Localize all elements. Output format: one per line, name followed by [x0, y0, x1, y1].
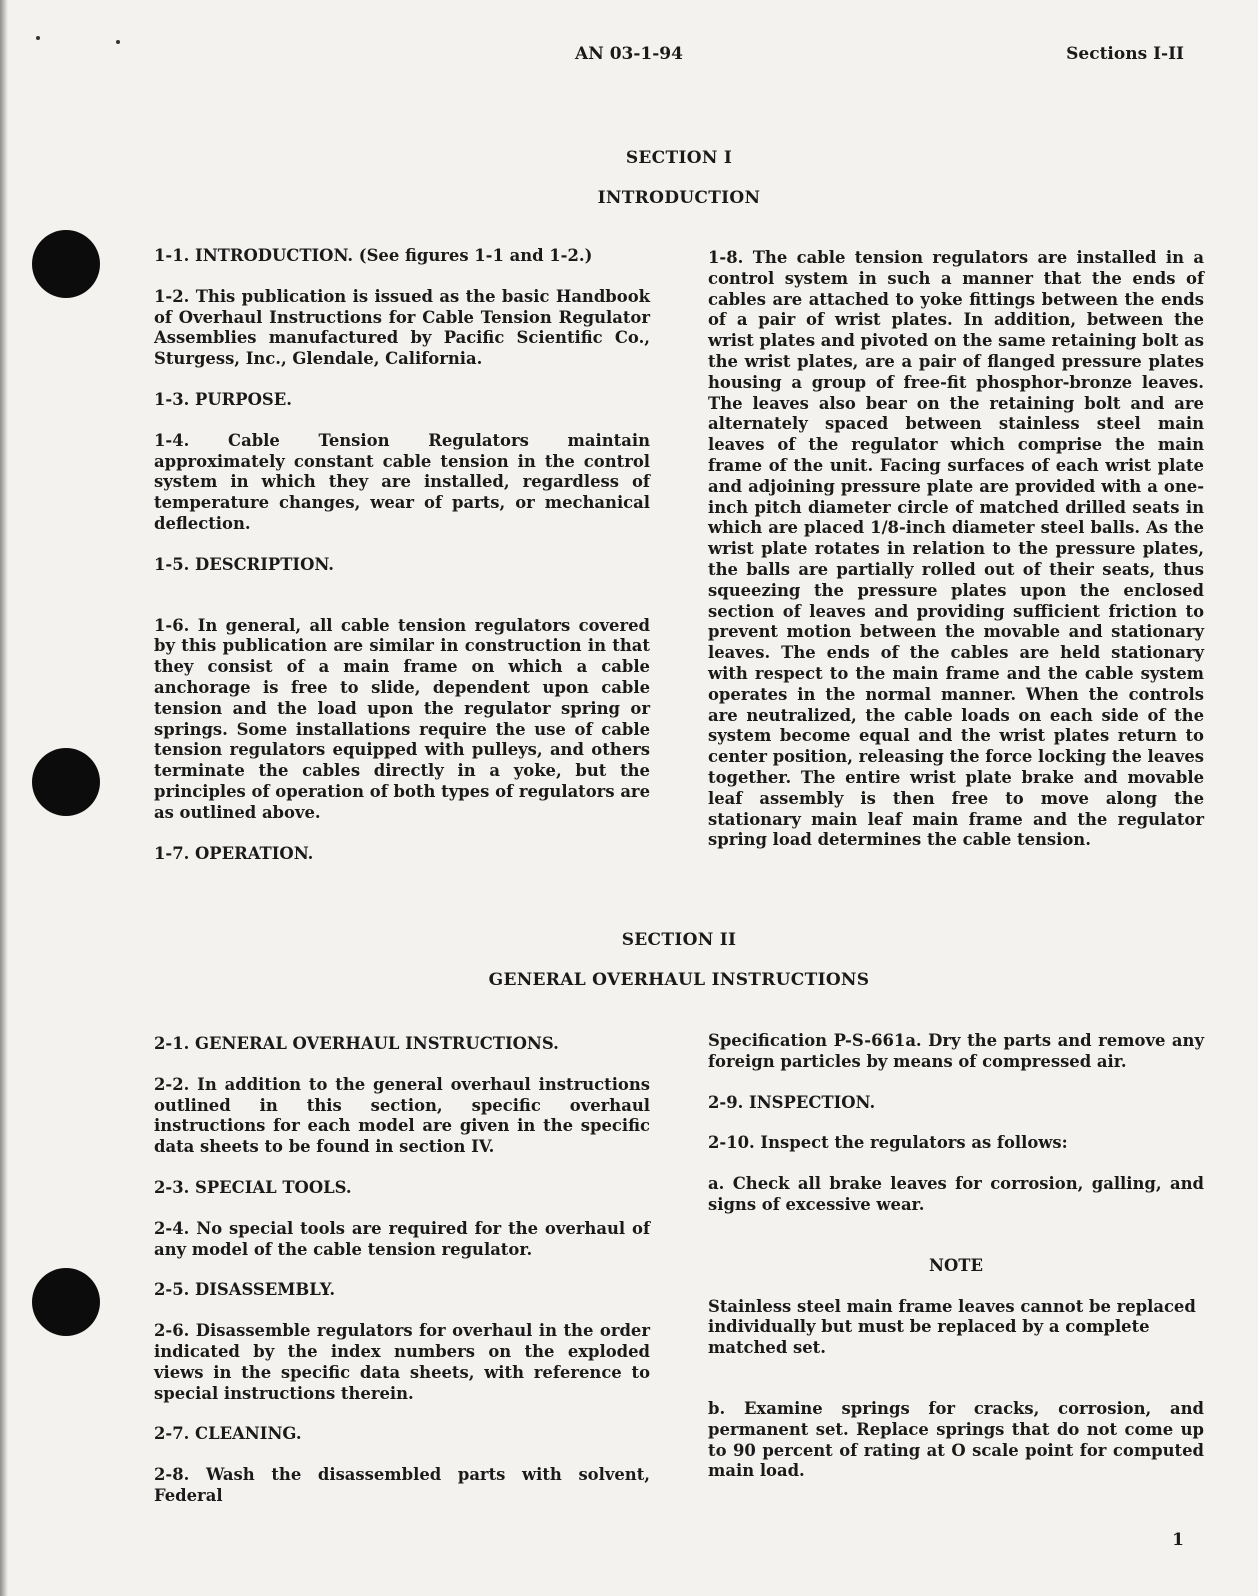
section2-right-column [708, 1031, 1204, 1482]
heading-inspection: 2-9. INSPECTION. [708, 1092, 876, 1112]
paragraph-2-4: 2-4. No special tools are required for the overhaul of any model of the cable tension regulator. [154, 1218, 650, 1259]
heading-operation: 1-7. OPERATION. [154, 843, 314, 863]
binder-hole [32, 748, 100, 816]
heading-purpose: 1-3. PURPOSE. [154, 389, 292, 409]
paragraph-1-6: 1-6. In general, all cable tension regulators covered by this publication are similar in construction in that they consist of a main frame on which a cable anchorage is free to slide, dependent upon cable tension and the load upon the regulator spring or springs. Some installations require the use of cable tension regulators equipped with pulleys, and others terminate the cables directly in a yoke, but the principles of operation of both types of regulators are as outlined above. [154, 615, 650, 822]
speck [36, 36, 40, 40]
inspection-item-b: b. Examine springs for cracks, corrosion, and permanent set. Replace springs that do not come up to 90 percent of rating at O scale point for computed main load. [708, 1398, 1204, 1481]
binder-hole [32, 230, 100, 298]
paragraph-2-2: 2-2. In addition to the general overhaul instructions outlined in this section, specific overhaul instructions for each model are given in the specific data sheets to be found in section IV. [154, 1074, 650, 1157]
note-title: NOTE [929, 1255, 983, 1275]
paragraph-2-10: 2-10. Inspect the regulators as follows: [708, 1133, 1068, 1153]
section-range: Sections I-II [1066, 44, 1184, 64]
heading-special-tools: 2-3. SPECIAL TOOLS. [154, 1177, 352, 1197]
section1-label: SECTION I [625, 148, 733, 168]
heading-general-overhaul: 2-1. GENERAL OVERHAUL INSTRUCTIONS. [154, 1034, 559, 1053]
page-number: 1 [1172, 1530, 1184, 1550]
binder-hole [32, 1268, 100, 1336]
paragraph-2-6: 2-6. Disassemble regulators for overhaul in the order indicated by the index numbers on the exploded views in the specific data sheets, with reference to special instructions therein. [154, 1321, 650, 1403]
section1-left-column [154, 246, 650, 864]
paragraph-2-8: 2-8. Wash the disassembled parts with solvent, Federal [154, 1465, 650, 1505]
paragraph-1-2: 1-2. This publication is issued as the basic Handbook of Overhaul Instructions for Cable Tension Regulator Assemblies manufactured by Pacific Scientific Co., Sturgess, Inc., Glendale, California. [154, 286, 650, 369]
section2-label: SECTION II [621, 930, 737, 950]
section1-title: INTRODUCTION [597, 188, 761, 208]
paragraph-1-8: 1-8. The cable tension regulators are installed in a control system in such a manner that the ends of cables are attached to yoke fittings between the ends of a pair of wrist plates. In addition, between the wrist plates and pivoted on the same retaining bolt as the wrist plates, are a pair of flanged pressure plates housing a group of free-fit phosphor-bronze leaves. The leaves also bear on the retaining bolt and are alternately spaced between stainless steel main leaves of the regulator which comprise the main frame of the unit. Facing surfaces of each wrist plate and adjoining pressure plate are provided with a one-inch pitch diameter circle of matched drilled seats in which are placed 1/8-inch diameter steel balls. As the wrist plate rotates in relation to the pressure plates, the balls are partially rolled out of their seats, thus squeezing the pressure plates upon the enclosed section of leaves and providing sufficient friction to prevent motion between the movable and stationary leaves. The ends of the cables are held stationary with respect to the main frame and the cable system operates in the normal manner. When the controls are neutralized, the cable loads on each side of the system become equal and the wrist plates return to center position, releasing the force locking the leaves together. The entire wrist plate brake and movable leaf assembly is then free to move along the stationary main leaf main frame and the regulator spring load determines the cable tension. [708, 248, 1204, 850]
note-body: Stainless steel main frame leaves cannot be replaced individually but must be replaced by a complete matched set. [708, 1296, 1196, 1358]
section2-left-column [154, 1034, 650, 1507]
heading-cleaning: 2-7. CLEANING. [154, 1424, 302, 1444]
section1-right-column [708, 248, 1204, 851]
document-number: AN 03-1-94 [575, 44, 683, 64]
paragraph-1-1: 1-1. INTRODUCTION. (See figures 1-1 and 1-2.) [154, 246, 593, 265]
section2-title: GENERAL OVERHAUL INSTRUCTIONS [488, 970, 870, 990]
heading-description: 1-5. DESCRIPTION. [154, 554, 335, 574]
inspection-item-a: a. Check all brake leaves for corrosion, galling, and signs of excessive wear. [708, 1174, 1204, 1214]
heading-disassembly: 2-5. DISASSEMBLY. [154, 1280, 336, 1300]
paragraph-1-4: 1-4. Cable Tension Regulators maintain approximately constant cable tension in the control system in which they are installed, regardless of temperature changes, wear of parts, or mechanical deflection. [154, 430, 650, 533]
page-edge-shadow [0, 0, 8, 1596]
paragraph-2-8-cont: Specification P-S-661a. Dry the parts and remove any foreign particles by means of compressed air. [708, 1031, 1204, 1071]
